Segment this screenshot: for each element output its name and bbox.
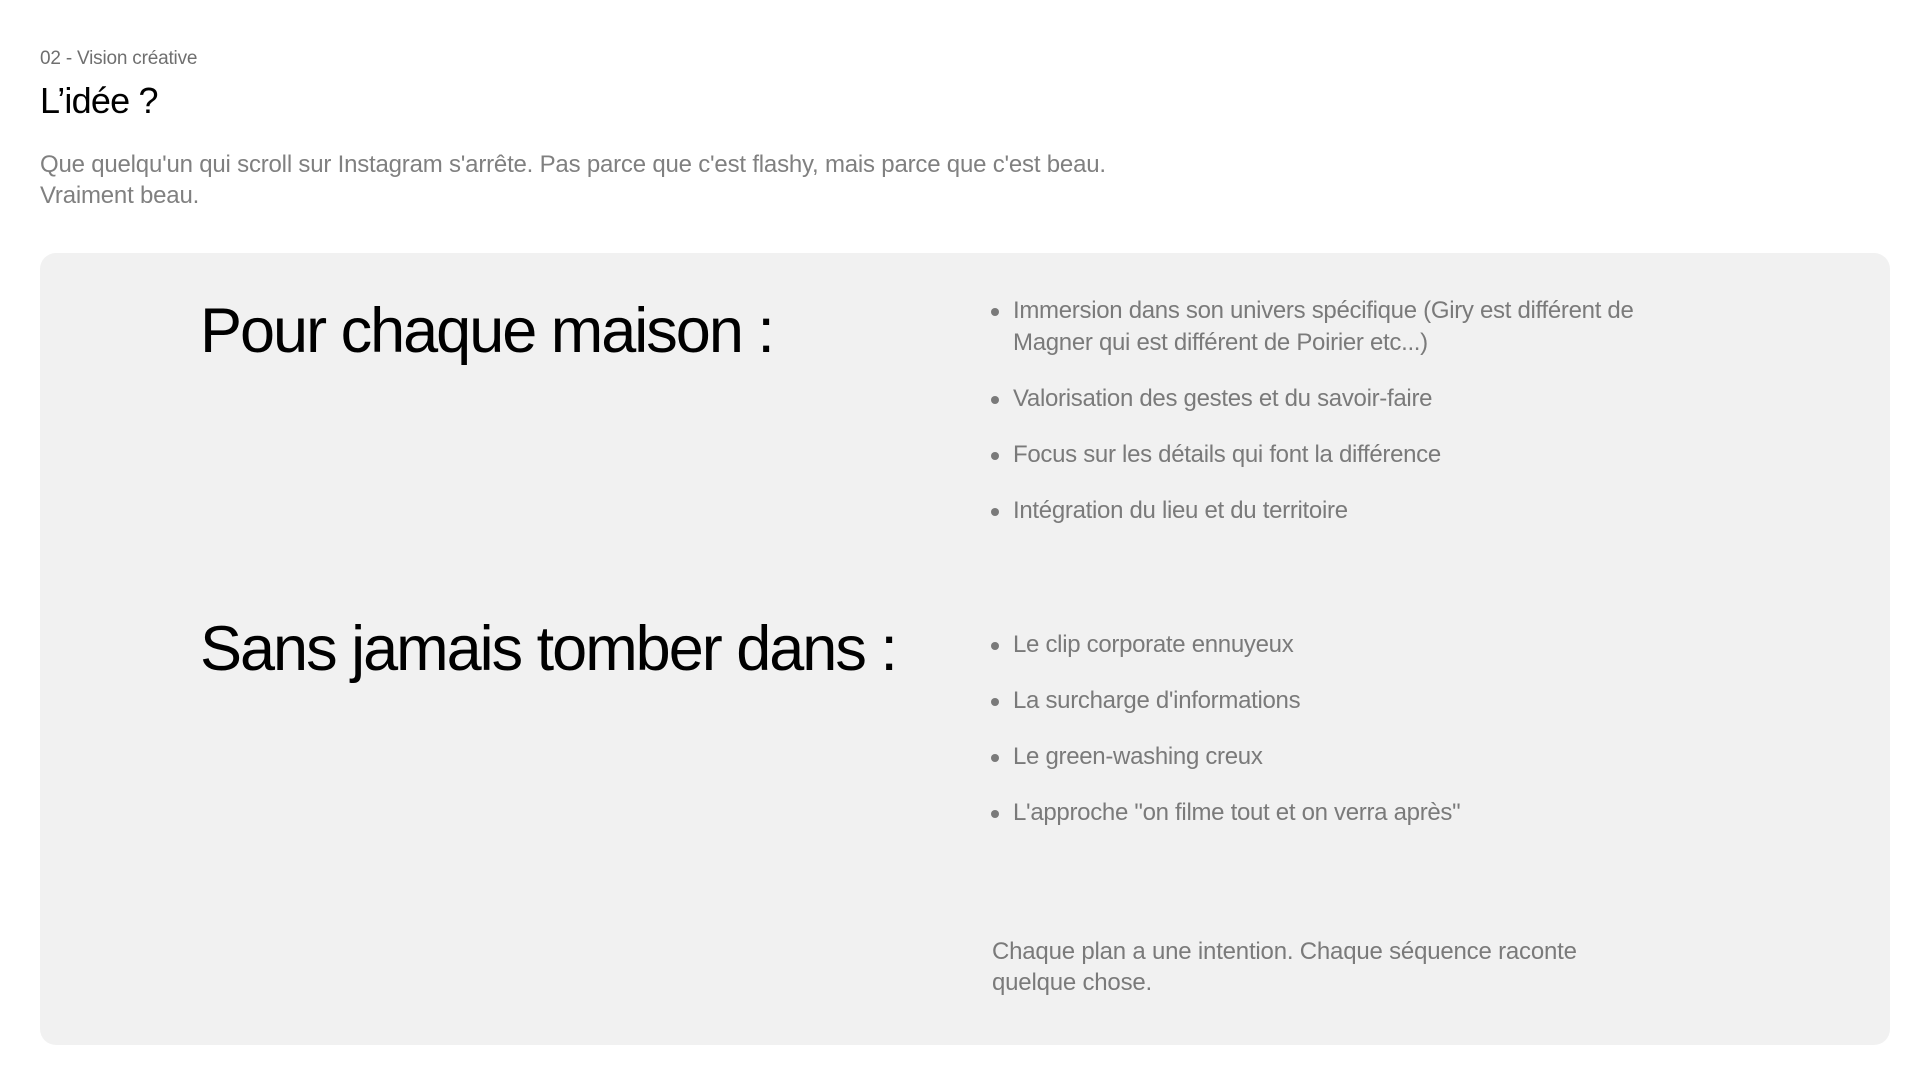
- bullet-dot-icon: [991, 642, 999, 650]
- bullet-dot-icon: [991, 452, 999, 460]
- list-item: [990, 629, 1690, 661]
- section-eyebrow: 02 - Vision créative: [40, 48, 198, 69]
- list-item-text: Focus sur les détails qui font la différence: [1013, 441, 1441, 468]
- list-item-line: Magner qui est différent de Poirier etc...): [1013, 329, 1428, 356]
- bullet-dot-icon: [991, 810, 999, 818]
- list-item: [990, 741, 1690, 773]
- content-panel: [40, 253, 1890, 1045]
- list-item: [990, 797, 1690, 829]
- list-item-text: Intégration du lieu et du territoire: [1013, 497, 1348, 524]
- closing-line: quelque chose.: [992, 969, 1152, 996]
- list-item-line: Immersion dans son univers spécifique (Giry est différent de: [1013, 297, 1634, 324]
- list-item-text: [1013, 295, 1690, 359]
- intro-line: Vraiment beau.: [40, 182, 200, 209]
- list-item-text: La surcharge d'informations: [1013, 687, 1301, 714]
- list-item: [990, 685, 1690, 717]
- bullet-dot-icon: [991, 396, 999, 404]
- bullet-dot-icon: [991, 308, 999, 316]
- intro-text: [40, 149, 1240, 211]
- list-item: [990, 495, 1690, 527]
- list-item: [990, 439, 1690, 471]
- list-item-text: Valorisation des gestes et du savoir-faire: [1013, 385, 1433, 412]
- list-item: [990, 383, 1690, 415]
- section-heading-pour-chaque-maison: Pour chaque maison :: [200, 296, 773, 366]
- list-item: [990, 295, 1690, 359]
- intro-line: Que quelqu'un qui scroll sur Instagram s'arrête. Pas parce que c'est flashy, mais parce que c'est beau.: [40, 151, 1106, 178]
- bullet-dot-icon: [991, 508, 999, 516]
- closing-statement: [992, 936, 1692, 998]
- bullet-list-pour-chaque-maison: [990, 295, 1690, 551]
- bullet-list-sans-jamais-tomber-dans: [990, 629, 1690, 853]
- list-item-text: Le clip corporate ennuyeux: [1013, 631, 1294, 658]
- page-title: L’idée ?: [40, 80, 158, 121]
- bullet-dot-icon: [991, 698, 999, 706]
- list-item-text: Le green-washing creux: [1013, 743, 1263, 770]
- section-heading-sans-jamais-tomber-dans: Sans jamais tomber dans :: [200, 614, 896, 684]
- list-item-text: L'approche "on filme tout et on verra après": [1013, 799, 1461, 826]
- bullet-dot-icon: [991, 754, 999, 762]
- closing-line: Chaque plan a une intention. Chaque séquence raconte: [992, 938, 1577, 965]
